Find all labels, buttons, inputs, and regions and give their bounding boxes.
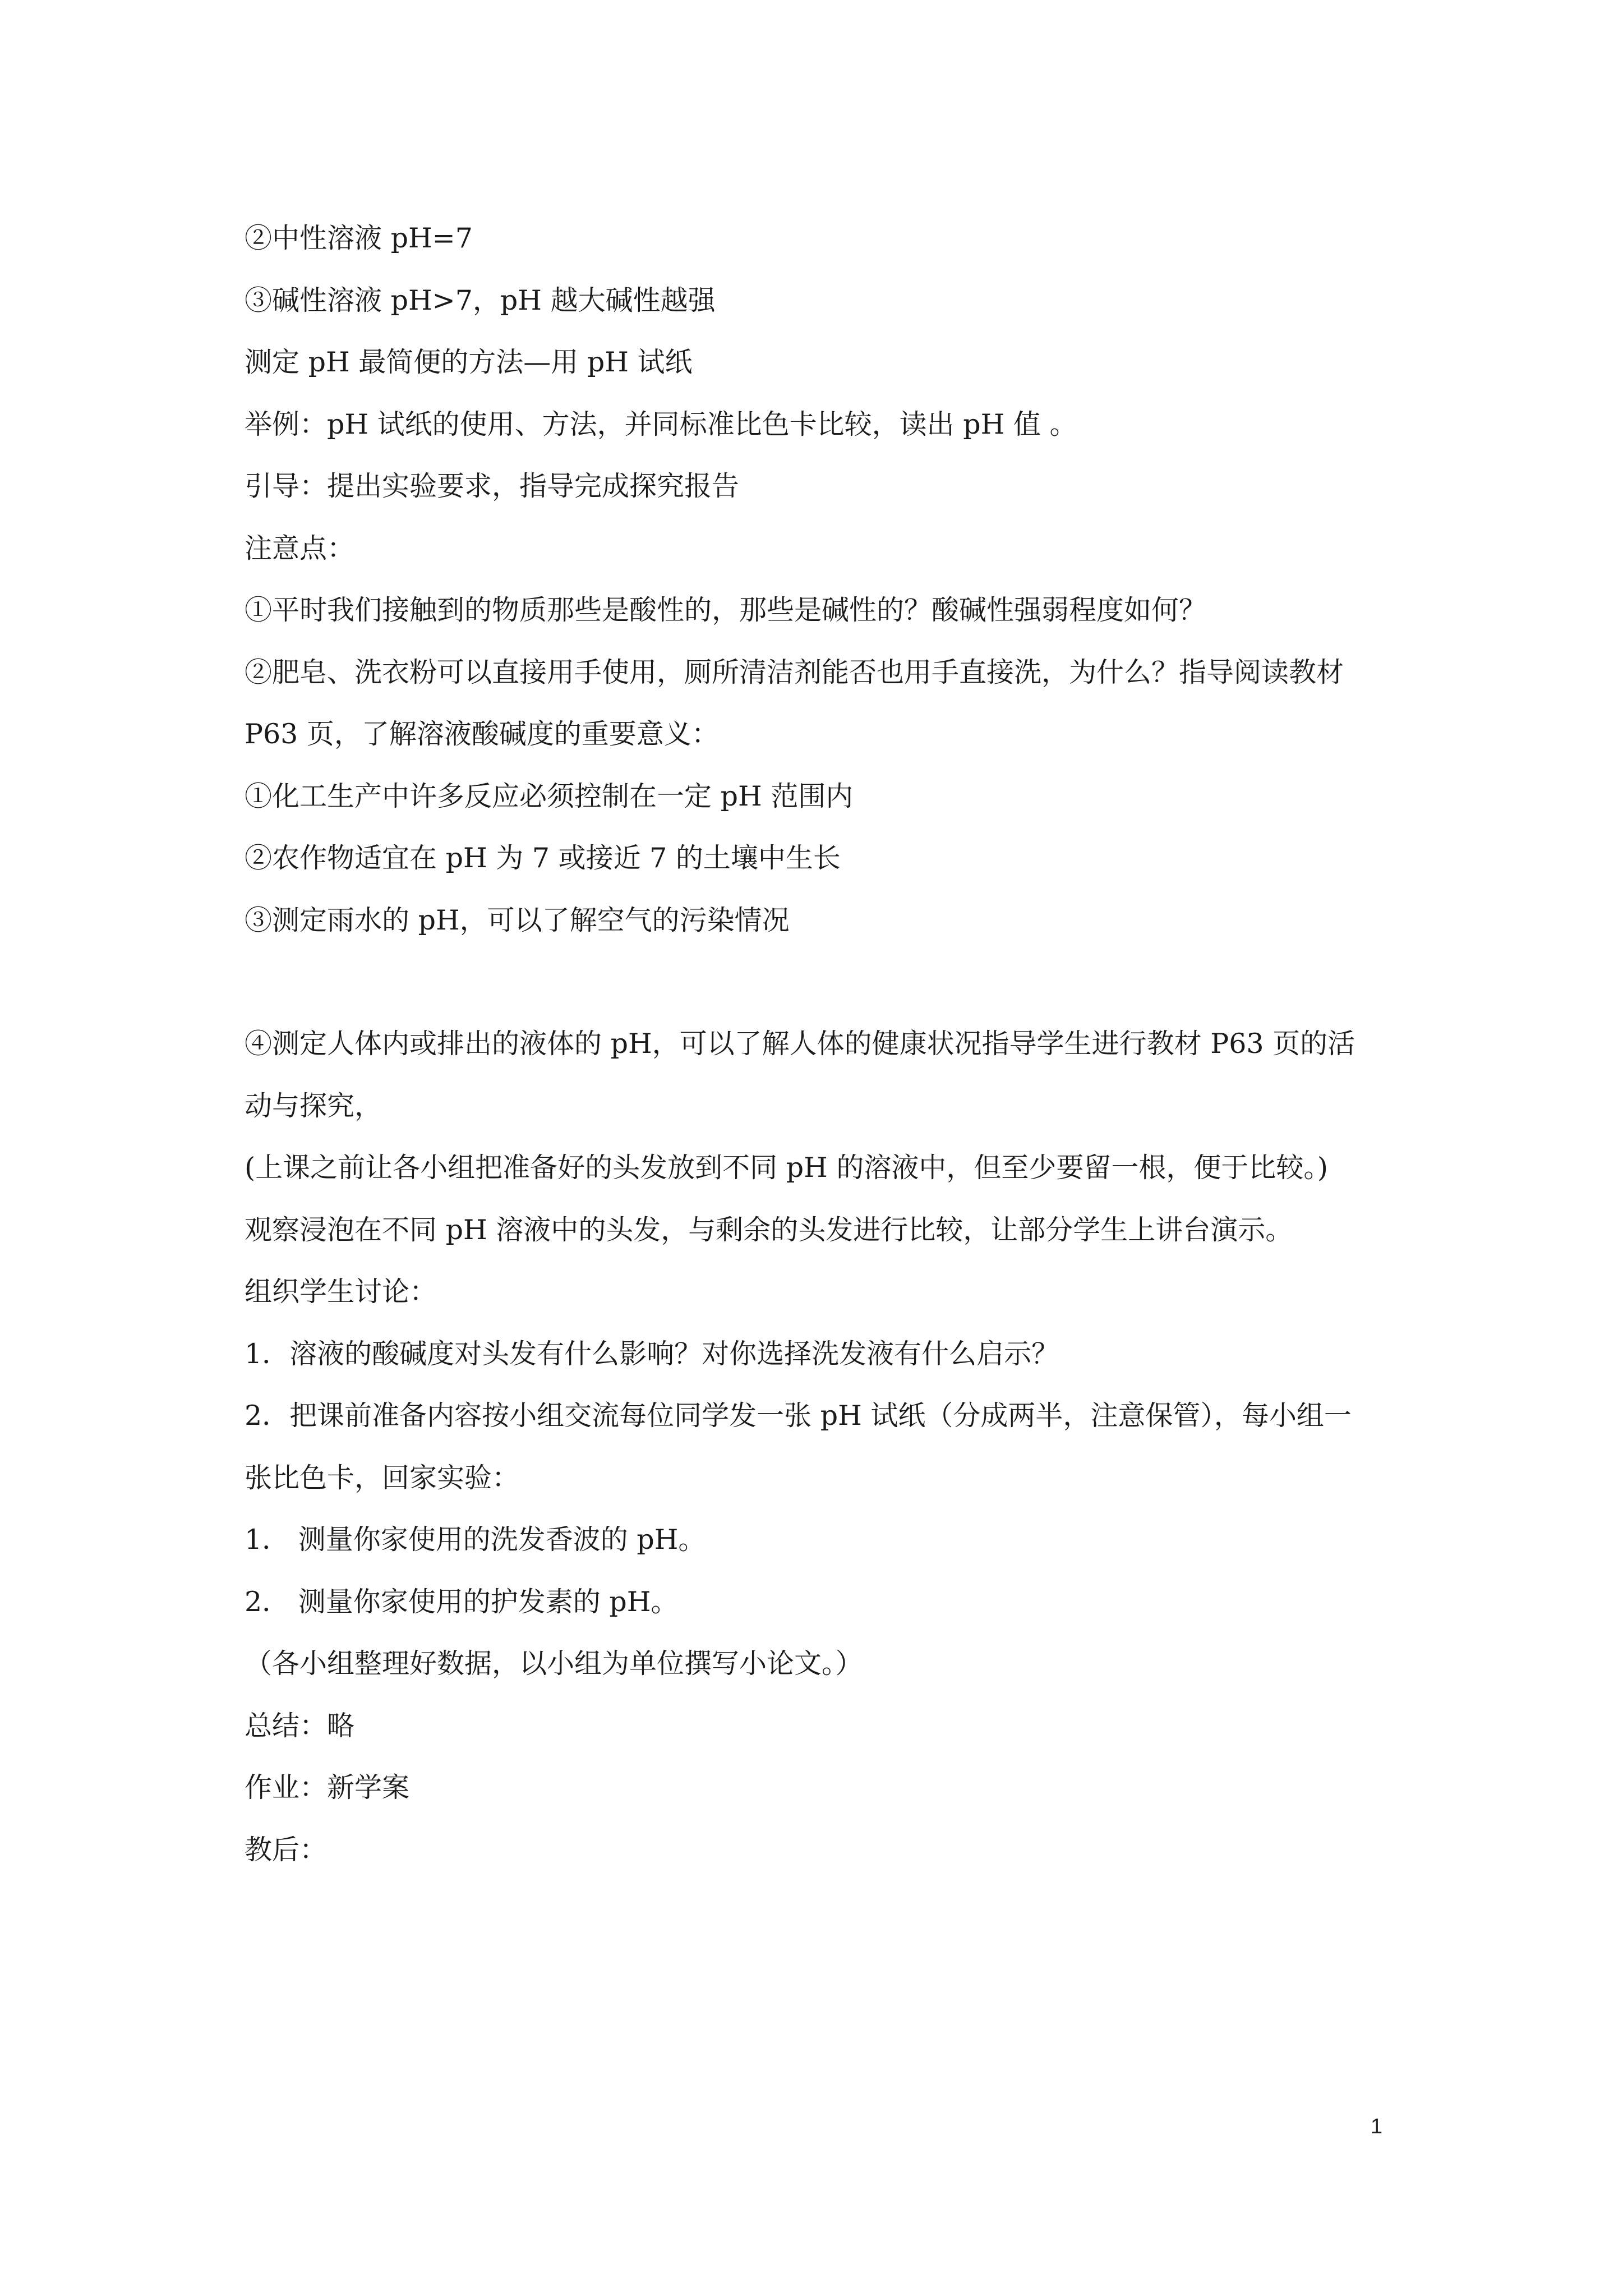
text-line: （各小组整理好数据，以小组为单位撰写小论文。） (245, 1648, 863, 1680)
text-line: 测定 pH 最简便的方法—用 pH 试纸 (245, 346, 693, 378)
text-line: 组织学生讨论： (245, 1276, 437, 1308)
text-line: 2． 测量你家使用的护发素的 pH。 (245, 1585, 679, 1618)
text-line: (上课之前让各小组把准备好的头发放到不同 pH 的溶液中，但至少要留一根，便于比较。) (245, 1152, 1328, 1184)
document-body (245, 208, 1389, 1881)
text-line: 观察浸泡在不同 pH 溶液中的头发，与剩余的头发进行比较，让部分学生上讲台演示。 (245, 1213, 1293, 1246)
text-line: ③测定雨水的 pH，可以了解空气的污染情况 (245, 904, 790, 936)
text-line: 张比色卡，回家实验： (245, 1461, 520, 1494)
text-line: 2．把课前准备内容按小组交流每位同学发一张 pH 试纸（分成两半，注意保管），每小组一 (245, 1400, 1352, 1432)
text-line: 总结：略 (245, 1709, 355, 1742)
text-line: ②农作物适宜在 pH 为 7 或接近 7 的土壤中生长 (245, 842, 841, 874)
text-line: P63 页，了解溶液酸碱度的重要意义： (245, 718, 719, 750)
page-number: 1 (1371, 2115, 1383, 2138)
text-line: 1． 测量你家使用的洗发香波的 pH。 (245, 1524, 706, 1556)
text-line: ①化工生产中许多反应必须控制在一定 pH 范围内 (245, 780, 854, 812)
paragraph-gap (245, 951, 1389, 1013)
text-line: ③碱性溶液 pH>7，pH 越大碱性越强 (245, 284, 716, 316)
text-line: ②中性溶液 pH=7 (245, 222, 473, 254)
text-line: 1．溶液的酸碱度对头发有什么影响？对你选择洗发液有什么启示？ (245, 1337, 1059, 1370)
text-line: 作业：新学案 (245, 1772, 410, 1803)
text-line: ④测定人体内或排出的液体的 pH，可以了解人体的健康状况指导学生进行教材 P63 页的活 (245, 1028, 1355, 1060)
text-line: 引导：提出实验要求，指导完成探究报告 (245, 470, 740, 502)
text-line: 教后： (245, 1833, 328, 1866)
text-line: 注意点： (245, 532, 355, 564)
text-line: ②肥皂、洗衣粉可以直接用手使用，厕所清洁剂能否也用手直接洗，为什么？指导阅读教材 (245, 656, 1344, 688)
text-line: 动与探究， (245, 1089, 382, 1122)
text-line: ①平时我们接触到的物质那些是酸性的，那些是碱性的？酸碱性强弱程度如何？ (245, 594, 1207, 626)
text-line: 举例：pH 试纸的使用、方法，并同标准比色卡比较，读出 pH 值 。 (245, 408, 1077, 440)
